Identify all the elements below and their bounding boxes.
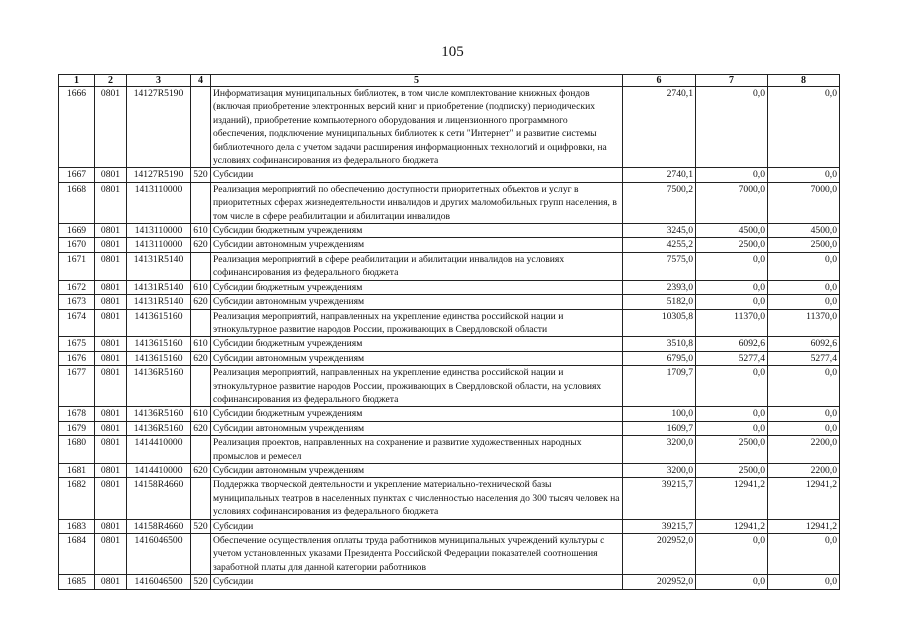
- table-row: [59, 182, 840, 223]
- target-article-code: 14136R5160: [127, 421, 191, 435]
- amount-col-6: 10305,8: [623, 309, 696, 337]
- item-name: Субсидии автономным учреждениям: [211, 421, 623, 435]
- amount-col-7: 2500,0: [696, 238, 768, 252]
- amount-col-8: 6092,6: [768, 337, 840, 351]
- expense-type-code: 620: [191, 295, 211, 309]
- amount-col-6: 4255,2: [623, 238, 696, 252]
- amount-col-7: 4500,0: [696, 224, 768, 238]
- row-number: 1677: [59, 366, 95, 407]
- section-code: 0801: [95, 295, 127, 309]
- item-name: Субсидии бюджетным учреждениям: [211, 280, 623, 294]
- table-row: [59, 309, 840, 337]
- row-number: 1680: [59, 436, 95, 464]
- target-article-code: 14127R5190: [127, 87, 191, 168]
- expense-type-code: 620: [191, 463, 211, 477]
- amount-col-8: 0,0: [768, 366, 840, 407]
- expense-type-code: 620: [191, 238, 211, 252]
- amount-col-8: 0,0: [768, 534, 840, 575]
- row-number: 1672: [59, 280, 95, 294]
- target-article-code: 1413615160: [127, 351, 191, 365]
- table-header-row: [59, 75, 840, 87]
- expense-type-code: [191, 87, 211, 168]
- amount-col-7: 0,0: [696, 534, 768, 575]
- expense-type-code: 620: [191, 351, 211, 365]
- section-code: 0801: [95, 87, 127, 168]
- amount-col-7: 2500,0: [696, 436, 768, 464]
- item-name: Поддержка творческой деятельности и укрепление материально-технической базы муниципальных театров в населенных пунктах с численностью населения до 300 тысяч человек на условиях софинансирования из федерального бюджета: [211, 478, 623, 519]
- item-name: Реализация мероприятий по обеспечению доступности приоритетных объектов и услуг в приоритетных сферах жизнедеятельности инвалидов и других маломобильных групп населения, в том числе в сфере реабилитации и абилитации инвалидов: [211, 182, 623, 223]
- item-name: Обеспечение осуществления оплаты труда работников муниципальных учреждений культуры с учетом установленных указами Президента Российской Федерации показателей соотношения заработной платы для данной категории работников: [211, 534, 623, 575]
- item-name: Субсидии автономным учреждениям: [211, 238, 623, 252]
- section-code: 0801: [95, 224, 127, 238]
- row-number: 1668: [59, 182, 95, 223]
- amount-col-7: 12941,2: [696, 519, 768, 533]
- expense-type-code: [191, 366, 211, 407]
- target-article-code: 1413615160: [127, 309, 191, 337]
- item-name: Субсидии бюджетным учреждениям: [211, 224, 623, 238]
- target-article-code: 1416046500: [127, 534, 191, 575]
- target-article-code: 1413110000: [127, 224, 191, 238]
- expense-type-code: 610: [191, 224, 211, 238]
- item-name: Субсидии автономным учреждениям: [211, 463, 623, 477]
- amount-col-6: 2393,0: [623, 280, 696, 294]
- column-header-4: 4: [191, 75, 211, 87]
- column-header-5: 5: [211, 75, 623, 87]
- row-number: 1683: [59, 519, 95, 533]
- section-code: 0801: [95, 421, 127, 435]
- row-number: 1674: [59, 309, 95, 337]
- amount-col-8: 4500,0: [768, 224, 840, 238]
- column-header-1: 1: [59, 75, 95, 87]
- item-name: Информатизация муниципальных библиотек, в том числе комплектование книжных фондов (включая приобретение электронных версий книг и приобретение (подписку) периодических изданий), приобретение компьютерного оборудования и лицензионного программного обеспечения, подключение муниципальных библиотек к сети "Интернет" и развитие системы библиотечного дела с учетом задачи расширения информационных технологий и оцифровки, на условиях софинансирования из федерального бюджета: [211, 87, 623, 168]
- section-code: 0801: [95, 309, 127, 337]
- target-article-code: 1414410000: [127, 463, 191, 477]
- section-code: 0801: [95, 534, 127, 575]
- section-code: 0801: [95, 478, 127, 519]
- section-code: 0801: [95, 463, 127, 477]
- amount-col-6: 202952,0: [623, 534, 696, 575]
- amount-col-7: 0,0: [696, 575, 768, 589]
- amount-col-8: 2200,0: [768, 463, 840, 477]
- section-code: 0801: [95, 252, 127, 280]
- table-row: [59, 519, 840, 533]
- target-article-code: 14131R5140: [127, 252, 191, 280]
- amount-col-6: 7500,2: [623, 182, 696, 223]
- amount-col-6: 3245,0: [623, 224, 696, 238]
- row-number: 1678: [59, 407, 95, 421]
- table-row: [59, 421, 840, 435]
- target-article-code: 14158R4660: [127, 519, 191, 533]
- target-article-code: 14127R5190: [127, 168, 191, 182]
- page-number: 105: [441, 44, 464, 60]
- amount-col-8: 0,0: [768, 295, 840, 309]
- amount-col-7: 2500,0: [696, 463, 768, 477]
- amount-col-6: 100,0: [623, 407, 696, 421]
- amount-col-6: 2740,1: [623, 168, 696, 182]
- row-number: 1670: [59, 238, 95, 252]
- amount-col-6: 3200,0: [623, 463, 696, 477]
- item-name: Реализация мероприятий, направленных на укрепление единства российской нации и этнокультурное развитие народов России, проживающих в Свердловской области, на условиях софинансирования из федерального бюджета: [211, 366, 623, 407]
- item-name: Субсидии бюджетным учреждениям: [211, 407, 623, 421]
- table-row: [59, 87, 840, 168]
- amount-col-7: 0,0: [696, 295, 768, 309]
- amount-col-6: 1709,7: [623, 366, 696, 407]
- row-number: 1669: [59, 224, 95, 238]
- amount-col-8: 0,0: [768, 87, 840, 168]
- table-row: [59, 366, 840, 407]
- amount-col-6: 3510,8: [623, 337, 696, 351]
- amount-col-8: 0,0: [768, 575, 840, 589]
- table-row: [59, 238, 840, 252]
- table-row: [59, 337, 840, 351]
- target-article-code: 1413110000: [127, 238, 191, 252]
- amount-col-8: 0,0: [768, 280, 840, 294]
- expense-type-code: 520: [191, 168, 211, 182]
- expense-type-code: [191, 534, 211, 575]
- table-row: [59, 280, 840, 294]
- section-code: 0801: [95, 351, 127, 365]
- row-number: 1676: [59, 351, 95, 365]
- row-number: 1685: [59, 575, 95, 589]
- amount-col-7: 0,0: [696, 87, 768, 168]
- target-article-code: 1413615160: [127, 337, 191, 351]
- expense-type-code: [191, 182, 211, 223]
- target-article-code: 14136R5160: [127, 366, 191, 407]
- amount-col-7: 7000,0: [696, 182, 768, 223]
- row-number: 1675: [59, 337, 95, 351]
- expense-type-code: 520: [191, 519, 211, 533]
- amount-col-8: 7000,0: [768, 182, 840, 223]
- column-header-2: 2: [95, 75, 127, 87]
- amount-col-8: 2500,0: [768, 238, 840, 252]
- expense-type-code: [191, 436, 211, 464]
- column-header-8: 8: [768, 75, 840, 87]
- amount-col-7: 0,0: [696, 168, 768, 182]
- row-number: 1684: [59, 534, 95, 575]
- item-name: Субсидии бюджетным учреждениям: [211, 337, 623, 351]
- amount-col-8: 0,0: [768, 421, 840, 435]
- budget-table: [58, 74, 840, 590]
- section-code: 0801: [95, 407, 127, 421]
- table-row: [59, 407, 840, 421]
- section-code: 0801: [95, 337, 127, 351]
- amount-col-7: 5277,4: [696, 351, 768, 365]
- row-number: 1681: [59, 463, 95, 477]
- target-article-code: 1413110000: [127, 182, 191, 223]
- table-row: [59, 224, 840, 238]
- amount-col-8: 2200,0: [768, 436, 840, 464]
- expense-type-code: 610: [191, 280, 211, 294]
- table-row: [59, 295, 840, 309]
- target-article-code: 14158R4660: [127, 478, 191, 519]
- table-row: [59, 575, 840, 589]
- amount-col-6: 2740,1: [623, 87, 696, 168]
- section-code: 0801: [95, 182, 127, 223]
- table-row: [59, 463, 840, 477]
- amount-col-6: 7575,0: [623, 252, 696, 280]
- expense-type-code: 610: [191, 337, 211, 351]
- amount-col-6: 39215,7: [623, 519, 696, 533]
- section-code: 0801: [95, 366, 127, 407]
- amount-col-7: 0,0: [696, 421, 768, 435]
- target-article-code: 14131R5140: [127, 295, 191, 309]
- amount-col-7: 6092,6: [696, 337, 768, 351]
- amount-col-8: 11370,0: [768, 309, 840, 337]
- section-code: 0801: [95, 168, 127, 182]
- item-name: Субсидии автономным учреждениям: [211, 351, 623, 365]
- section-code: 0801: [95, 436, 127, 464]
- expense-type-code: 620: [191, 421, 211, 435]
- item-name: Реализация мероприятий, направленных на укрепление единства российской нации и этнокультурное развитие народов России, проживающих в Свердловской области: [211, 309, 623, 337]
- amount-col-6: 39215,7: [623, 478, 696, 519]
- item-name: Субсидии: [211, 575, 623, 589]
- amount-col-6: 5182,0: [623, 295, 696, 309]
- target-article-code: 14136R5160: [127, 407, 191, 421]
- table-row: [59, 436, 840, 464]
- row-number: 1667: [59, 168, 95, 182]
- table-row: [59, 351, 840, 365]
- section-code: 0801: [95, 519, 127, 533]
- item-name: Субсидии: [211, 519, 623, 533]
- item-name: Реализация мероприятий в сфере реабилитации и абилитации инвалидов на условиях софинансирования из федерального бюджета: [211, 252, 623, 280]
- column-header-7: 7: [696, 75, 768, 87]
- table-row: [59, 478, 840, 519]
- target-article-code: 1416046500: [127, 575, 191, 589]
- expense-type-code: [191, 309, 211, 337]
- row-number: 1673: [59, 295, 95, 309]
- item-name: Субсидии: [211, 168, 623, 182]
- amount-col-7: 0,0: [696, 280, 768, 294]
- item-name: Реализация проектов, направленных на сохранение и развитие художественных народных промыслов и ремесел: [211, 436, 623, 464]
- item-name: Субсидии автономным учреждениям: [211, 295, 623, 309]
- amount-col-8: 0,0: [768, 252, 840, 280]
- expense-type-code: [191, 252, 211, 280]
- amount-col-8: 0,0: [768, 407, 840, 421]
- column-header-6: 6: [623, 75, 696, 87]
- row-number: 1671: [59, 252, 95, 280]
- target-article-code: 14131R5140: [127, 280, 191, 294]
- table-row: [59, 252, 840, 280]
- column-header-3: 3: [127, 75, 191, 87]
- amount-col-8: 5277,4: [768, 351, 840, 365]
- amount-col-7: 0,0: [696, 366, 768, 407]
- amount-col-6: 6795,0: [623, 351, 696, 365]
- table-row: [59, 168, 840, 182]
- row-number: 1682: [59, 478, 95, 519]
- amount-col-6: 1609,7: [623, 421, 696, 435]
- expense-type-code: [191, 478, 211, 519]
- section-code: 0801: [95, 575, 127, 589]
- amount-col-6: 202952,0: [623, 575, 696, 589]
- row-number: 1679: [59, 421, 95, 435]
- table-row: [59, 534, 840, 575]
- amount-col-8: 0,0: [768, 168, 840, 182]
- target-article-code: 1414410000: [127, 436, 191, 464]
- expense-type-code: 520: [191, 575, 211, 589]
- amount-col-7: 0,0: [696, 252, 768, 280]
- amount-col-7: 12941,2: [696, 478, 768, 519]
- amount-col-6: 3200,0: [623, 436, 696, 464]
- amount-col-8: 12941,2: [768, 478, 840, 519]
- section-code: 0801: [95, 280, 127, 294]
- amount-col-7: 0,0: [696, 407, 768, 421]
- amount-col-7: 11370,0: [696, 309, 768, 337]
- section-code: 0801: [95, 238, 127, 252]
- row-number: 1666: [59, 87, 95, 168]
- amount-col-8: 12941,2: [768, 519, 840, 533]
- expense-type-code: 610: [191, 407, 211, 421]
